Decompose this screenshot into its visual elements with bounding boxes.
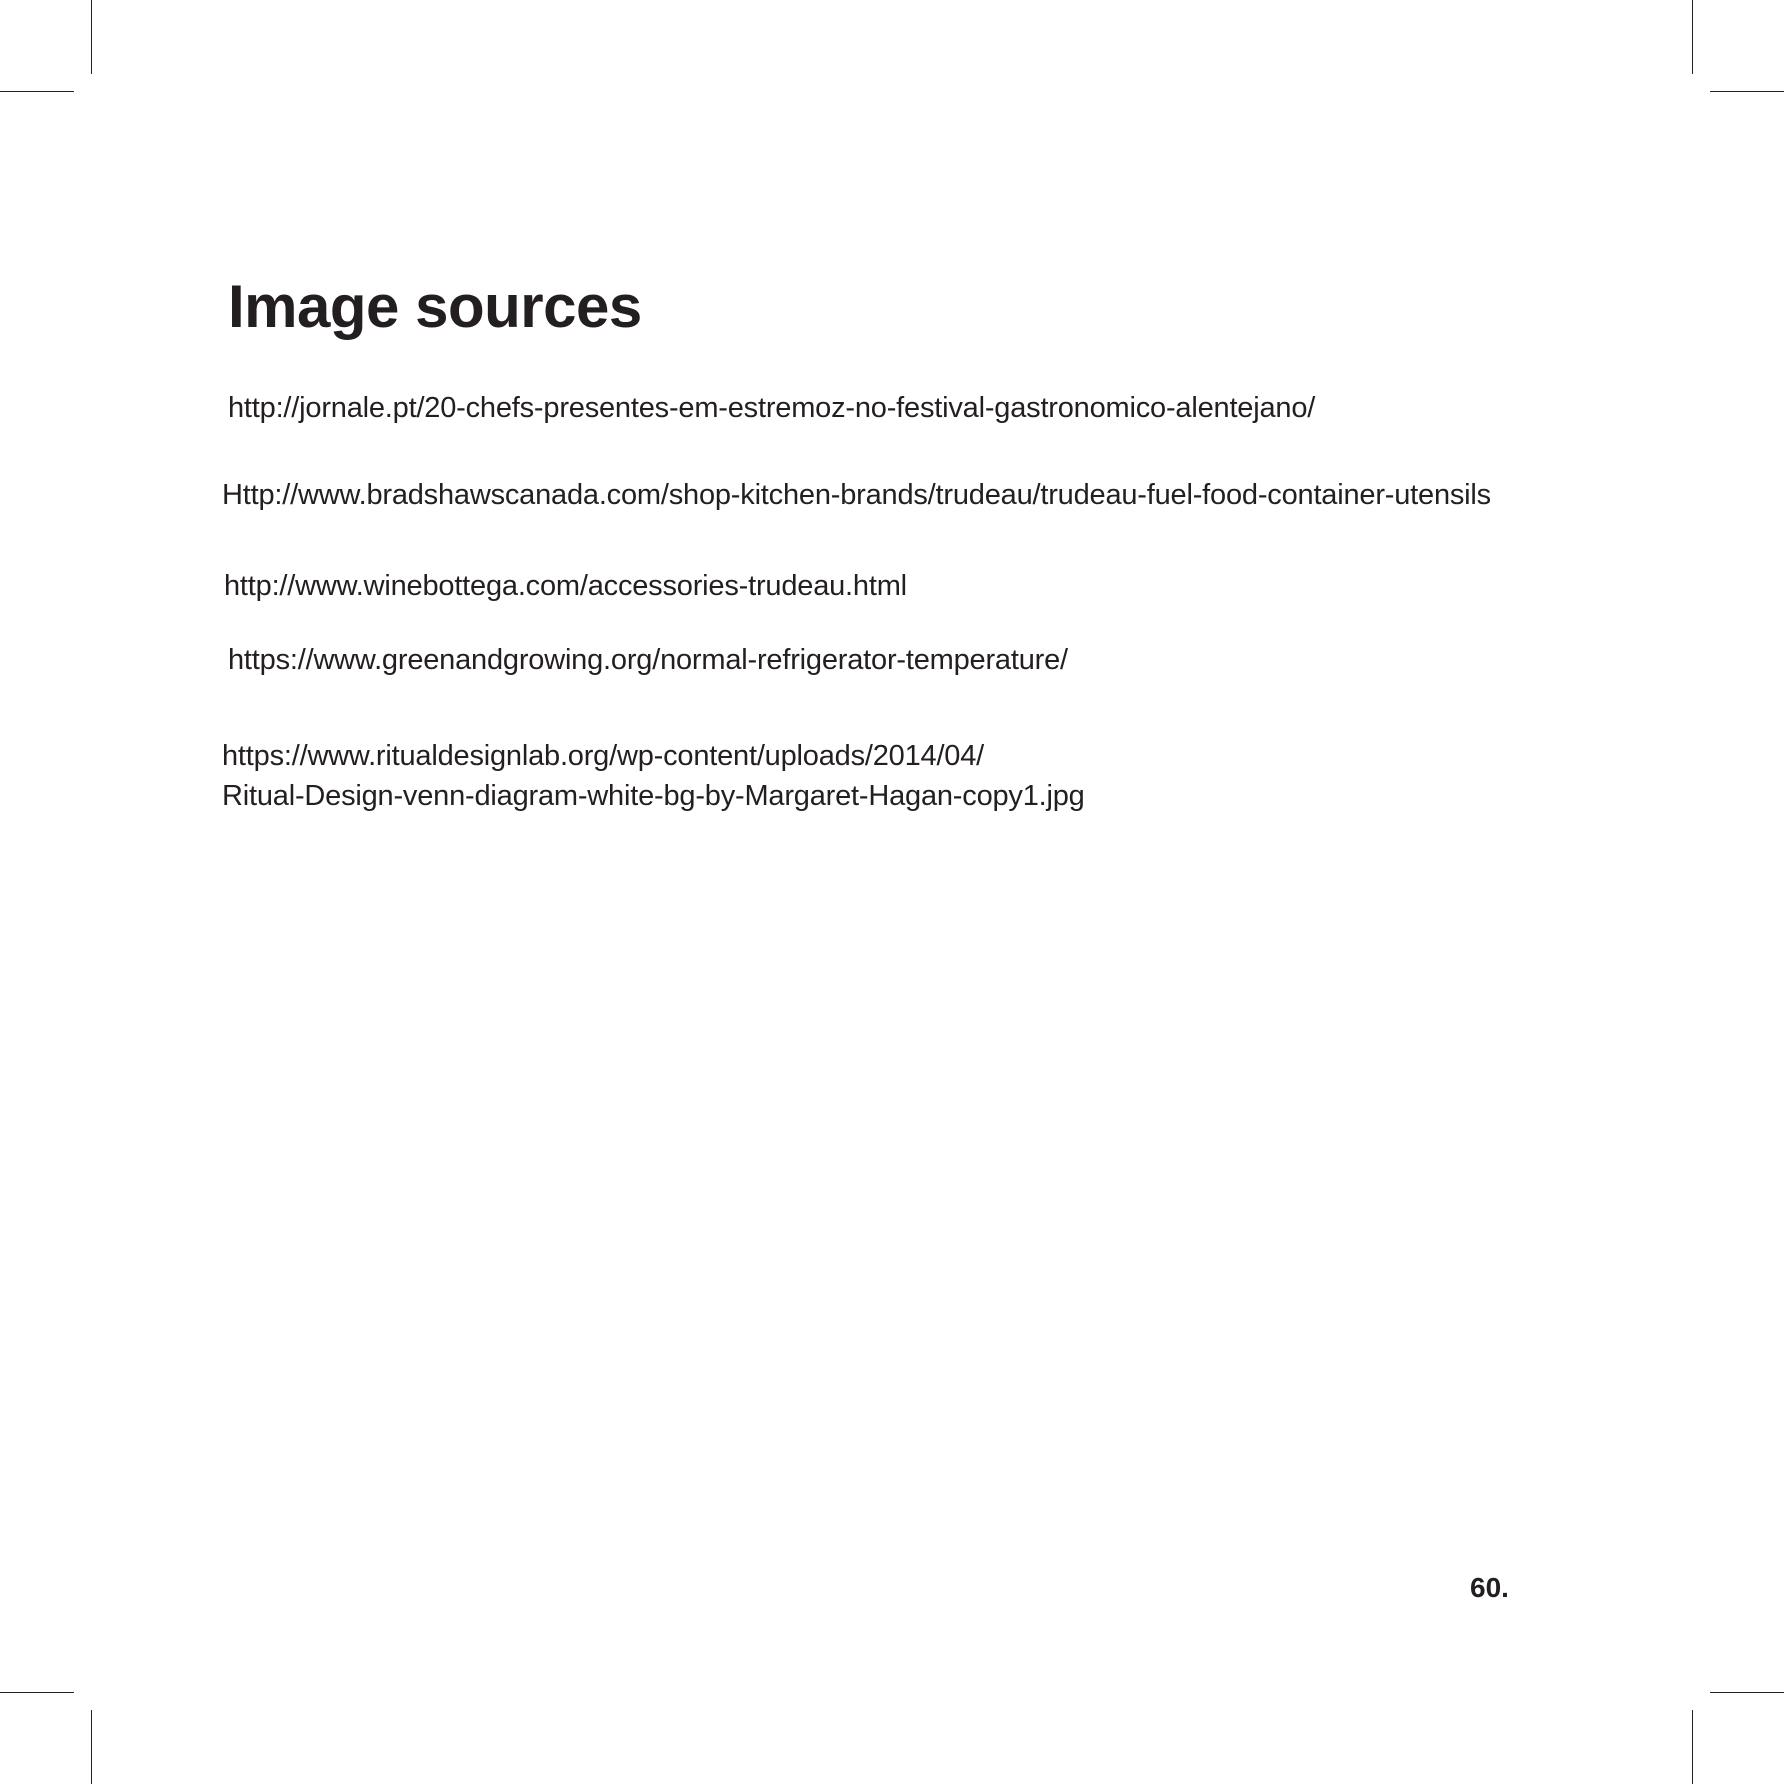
source-link[interactable] bbox=[222, 475, 1491, 515]
source-link[interactable] bbox=[224, 566, 907, 606]
page-number: 60. bbox=[1470, 1572, 1509, 1603]
source-link[interactable] bbox=[228, 388, 1315, 428]
page-title: Image sources bbox=[228, 273, 642, 340]
crop-mark-top-left-horizontal bbox=[0, 91, 74, 92]
crop-mark-bottom-left-vertical bbox=[91, 1710, 92, 1784]
crop-mark-top-right-horizontal bbox=[1710, 91, 1784, 92]
crop-mark-top-right-vertical bbox=[1692, 0, 1693, 74]
source-link[interactable] bbox=[228, 640, 1068, 680]
source-line: http://www.winebottega.com/accessories-trudeau.html bbox=[224, 570, 907, 602]
crop-mark-bottom-right-vertical bbox=[1692, 1710, 1693, 1784]
crop-mark-bottom-right-horizontal bbox=[1710, 1692, 1784, 1693]
source-line: Ritual-Design-venn-diagram-white-bg-by-Margaret-Hagan-copy1.jpg bbox=[222, 780, 1085, 812]
crop-mark-top-left-vertical bbox=[91, 0, 92, 74]
source-line: http://jornale.pt/20-chefs-presentes-em-estremoz-no-festival-gastronomico-alentejano/ bbox=[228, 392, 1316, 424]
source-line: https://www.ritualdesignlab.org/wp-content/uploads/2014/04/ bbox=[222, 740, 985, 772]
source-link[interactable] bbox=[222, 736, 1085, 816]
source-line: https://www.greenandgrowing.org/normal-refrigerator-temperature/ bbox=[228, 644, 1068, 676]
source-line: Http://www.bradshawscanada.com/shop-kitchen-brands/trudeau/trudeau-fuel-food-container-utensils bbox=[222, 479, 1491, 511]
crop-mark-bottom-left-horizontal bbox=[0, 1692, 74, 1693]
